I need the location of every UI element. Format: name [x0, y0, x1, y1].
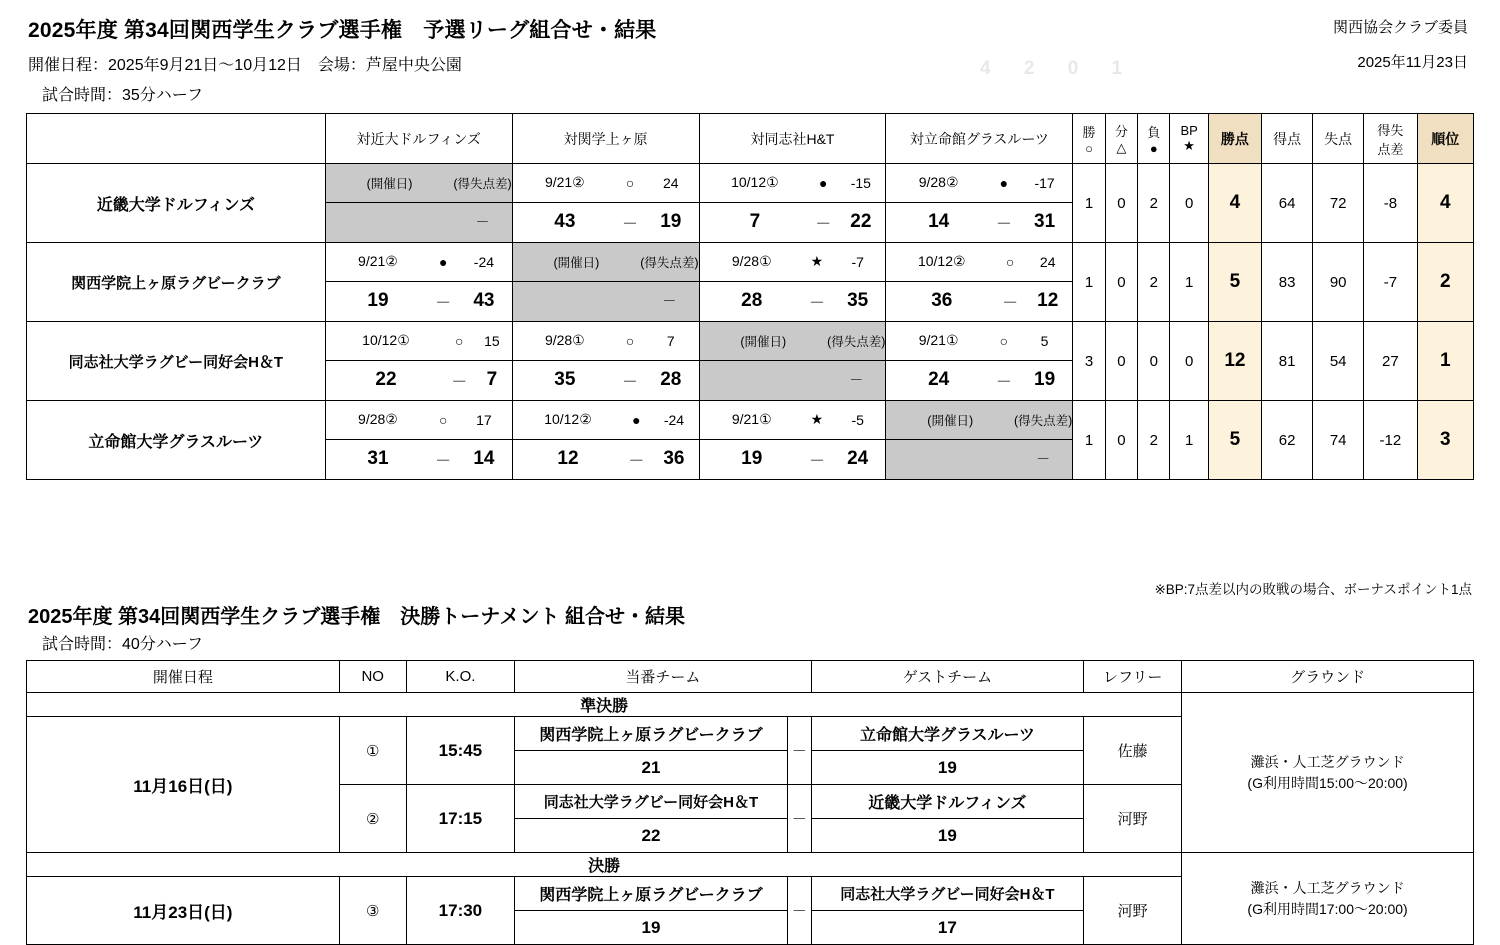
- self-diff-label: (得失点差): [1014, 401, 1072, 439]
- col-ground: グラウンド: [1182, 661, 1474, 693]
- match-result-mark: ●: [438, 253, 448, 270]
- ground-hours: (G利用時間15:00〜20:00): [1247, 774, 1408, 791]
- score-dash: －: [991, 202, 1017, 242]
- home-team-name: 関西学院上ヶ原ラグビークラブ: [515, 717, 788, 751]
- referee-name: 河野: [1084, 877, 1182, 945]
- guest-team-name: 立命館大学グラスルーツ: [811, 717, 1084, 751]
- section-label-row: [27, 853, 1474, 877]
- points-diff: -8: [1364, 164, 1417, 243]
- match-cell-self: [886, 401, 1073, 480]
- watermark-text: 4 2 0 1: [980, 58, 1137, 79]
- match-score-home: 28: [700, 281, 804, 321]
- match-date: 9/28②: [358, 411, 398, 428]
- col-vs-3: 対立命館グラスルーツ: [886, 114, 1073, 164]
- match-score-home: 24: [886, 360, 990, 400]
- match-no: ①: [339, 717, 406, 785]
- points-against: 74: [1313, 401, 1364, 480]
- match-date-final: 11月23日(日): [27, 877, 340, 945]
- match-result-mark: ●: [632, 411, 641, 428]
- match-diff: -24: [663, 411, 685, 428]
- match-cell-self: [512, 243, 699, 322]
- draws: 0: [1105, 322, 1137, 401]
- col-win-mark: ○: [1085, 140, 1093, 156]
- table-row: [27, 164, 1474, 243]
- points-against: 72: [1313, 164, 1364, 243]
- match-diff: -5: [851, 411, 864, 428]
- bonus-point-note: ※BP:7点差以内の敗戦の場合、ボーナスポイント1点: [1154, 582, 1472, 597]
- match-score-away: 36: [649, 439, 698, 479]
- league-points: 4: [1208, 164, 1261, 243]
- guest-team-name: 同志社大学ラグビー同好会H＆T: [811, 877, 1084, 911]
- match-result-mark: ★: [810, 253, 824, 270]
- match-score-away: 22: [836, 202, 885, 242]
- event-schedule-line: 開催日程：2025年9月21日〜10月12日 会場：芦屋中央公園: [28, 57, 462, 74]
- score-dash: －: [991, 360, 1017, 400]
- self-diff-label: (得失点差): [640, 243, 698, 281]
- match-no: ②: [339, 785, 406, 853]
- ground-hours: (G利用時間17:00〜20:00): [1247, 900, 1408, 917]
- score-dash: －: [617, 360, 643, 400]
- match-result-mark: ○: [454, 332, 464, 349]
- ground-name: 灘浜・人工芝グラウンド: [1250, 753, 1405, 770]
- match-score-away: 7: [472, 360, 511, 400]
- document-date: 2025年11月23日: [1357, 54, 1468, 71]
- section-label-final: 決勝: [27, 853, 1182, 877]
- organization-label: 関西協会クラブ委員: [1332, 19, 1468, 36]
- league-table: [26, 113, 1474, 480]
- team-name: 立命館大学グラスルーツ: [27, 401, 326, 480]
- match-score-home: 43: [513, 202, 617, 242]
- match-diff: 7: [666, 332, 675, 349]
- match-date: 9/21②: [358, 253, 398, 270]
- score-dash: －: [997, 281, 1023, 321]
- match-diff: 24: [1039, 253, 1056, 270]
- col-schedule: 開催日程: [27, 661, 340, 693]
- tournament-header-row: [27, 661, 1474, 693]
- match-cell: [886, 243, 1073, 322]
- losses: 0: [1138, 322, 1170, 401]
- score-dash: －: [430, 439, 456, 479]
- match-score-home: 31: [326, 439, 430, 479]
- vs-dash: －: [787, 877, 811, 945]
- match-score-home: 19: [700, 439, 804, 479]
- self-date-label: (開催日): [700, 322, 828, 360]
- match-cell: [325, 243, 512, 322]
- points-diff: -12: [1364, 401, 1417, 480]
- document-header: [0, 0, 1500, 105]
- bonus-points: 1: [1170, 243, 1208, 322]
- match-score-home: 36: [886, 281, 997, 321]
- match-diff: 24: [663, 174, 679, 191]
- referee-name: 佐藤: [1084, 717, 1182, 785]
- wins: 1: [1073, 243, 1105, 322]
- match-score-away: 19: [643, 202, 698, 242]
- match-score-away: 12: [1023, 281, 1072, 321]
- col-diff-line2: 点差: [1377, 141, 1404, 157]
- self-date-label: (開催日): [513, 243, 641, 281]
- col-draw-label: 分: [1114, 124, 1128, 139]
- score-dash: －: [623, 439, 649, 479]
- ground-cell-final: [1182, 853, 1474, 945]
- score-dash: －: [810, 202, 836, 242]
- table-row: [27, 322, 1474, 401]
- match-cell-self: [325, 164, 512, 243]
- match-date: 9/28①: [731, 253, 772, 270]
- self-diff-label: (得失点差): [827, 322, 885, 360]
- rank-value: 1: [1417, 322, 1473, 401]
- self-dash: －: [453, 202, 511, 242]
- score-dash: －: [617, 202, 643, 242]
- col-win-label: 勝: [1082, 124, 1096, 140]
- rank-value: 2: [1417, 243, 1473, 322]
- tournament-duration-line: 試合時間：40分ハーフ: [42, 636, 203, 653]
- home-team-name: 関西学院上ヶ原ラグビークラブ: [515, 877, 788, 911]
- match-cell: [699, 401, 886, 480]
- match-diff: -17: [1034, 174, 1055, 191]
- self-diff-label: (得失点差): [453, 164, 511, 202]
- points-for: 64: [1262, 164, 1313, 243]
- score-dash: －: [804, 281, 830, 321]
- match-score-away: 43: [456, 281, 511, 321]
- points-for: 83: [1262, 243, 1313, 322]
- wins: 3: [1073, 322, 1105, 401]
- points-against: 90: [1313, 243, 1364, 322]
- vs-dash: －: [787, 717, 811, 785]
- tournament-table: [26, 660, 1474, 945]
- draws: 0: [1105, 401, 1137, 480]
- ground-cell-semifinal: [1182, 693, 1474, 853]
- match-date: 9/28②: [918, 174, 959, 191]
- wins: 1: [1073, 164, 1105, 243]
- kickoff-time: 15:45: [406, 717, 514, 785]
- match-score-home: 35: [513, 360, 617, 400]
- match-date: 10/12②: [544, 411, 592, 428]
- home-team-score: 21: [515, 751, 788, 785]
- points-diff: -7: [1364, 243, 1417, 322]
- self-dash: －: [1014, 439, 1072, 479]
- draws: 0: [1105, 243, 1137, 322]
- col-against: 失点: [1313, 114, 1364, 164]
- self-blank-left: [700, 360, 828, 400]
- match-cell: [886, 322, 1073, 401]
- kickoff-time: 17:30: [406, 877, 514, 945]
- col-rank: 順位: [1417, 114, 1473, 164]
- match-diff: 17: [476, 411, 492, 428]
- match-cell: [325, 322, 512, 401]
- match-diff: -7: [851, 253, 864, 270]
- guest-team-score: 19: [811, 751, 1084, 785]
- match-date-semifinal: 11月16日(日): [27, 717, 340, 853]
- match-date: 9/21②: [544, 174, 585, 191]
- match-result-mark: ○: [625, 332, 635, 349]
- losses: 2: [1138, 401, 1170, 480]
- draws: 0: [1105, 164, 1137, 243]
- col-home-team: 当番チーム: [515, 661, 812, 693]
- ground-name: 灘浜・人工芝グラウンド: [1250, 879, 1405, 896]
- match-score-home: 14: [886, 202, 990, 242]
- match-date: 10/12①: [731, 174, 779, 191]
- match-cell: [699, 243, 886, 322]
- self-dash: －: [640, 281, 698, 321]
- match-cell: [886, 164, 1073, 243]
- match-result-mark: ○: [625, 174, 635, 191]
- match-cell: [512, 322, 699, 401]
- match-score-away: 19: [1017, 360, 1072, 400]
- team-name: 同志社大学ラグビー同好会H＆T: [27, 322, 326, 401]
- match-duration-line: 試合時間：35分ハーフ: [42, 87, 203, 104]
- col-draw-mark: △: [1116, 140, 1127, 155]
- league-points: 5: [1208, 243, 1261, 322]
- team-name: 近畿大学ドルフィンズ: [27, 164, 326, 243]
- col-vs-0: 対近大ドルフィンズ: [325, 114, 512, 164]
- match-score-home: 7: [700, 202, 811, 242]
- tournament-title: 2025年度 第34回関西学生クラブ選手権 決勝トーナメント 組合せ・結果: [28, 606, 686, 628]
- match-score-home: 12: [513, 439, 624, 479]
- referee-name: 河野: [1084, 785, 1182, 853]
- col-bp-mark: ★: [1183, 138, 1195, 153]
- match-result-mark: ●: [819, 174, 828, 191]
- wins: 1: [1073, 401, 1105, 480]
- section-label-row: [27, 693, 1474, 717]
- col-referee: レフリー: [1084, 661, 1182, 693]
- vs-dash: －: [787, 785, 811, 853]
- match-score-away: 31: [1017, 202, 1072, 242]
- league-header-row: [27, 114, 1474, 164]
- match-no: ③: [339, 877, 406, 945]
- col-no: NO: [339, 661, 406, 693]
- losses: 2: [1138, 164, 1170, 243]
- match-date: 9/21①: [731, 411, 772, 428]
- score-dash: －: [430, 281, 456, 321]
- losses: 2: [1138, 243, 1170, 322]
- score-dash: －: [804, 439, 830, 479]
- col-ko: K.O.: [406, 661, 514, 693]
- match-result-mark: ○: [438, 411, 448, 428]
- guest-team-score: 17: [811, 911, 1084, 945]
- header-right-block: [1333, 16, 1468, 72]
- match-date: 10/12②: [917, 253, 966, 270]
- match-score-away: 35: [830, 281, 885, 321]
- guest-team-name: 近畿大学ドルフィンズ: [811, 785, 1084, 819]
- match-diff: -24: [473, 253, 495, 270]
- match-diff: 5: [1040, 332, 1049, 349]
- match-result-mark: ○: [1005, 253, 1015, 270]
- match-score-away: 28: [643, 360, 698, 400]
- match-diff: -15: [850, 174, 871, 191]
- match-diff: 15: [484, 332, 500, 349]
- self-date-label: (開催日): [886, 401, 1014, 439]
- section-label-semifinal: 準決勝: [27, 693, 1182, 717]
- bonus-points: 0: [1170, 164, 1208, 243]
- col-lose-label: 負: [1147, 124, 1161, 140]
- kickoff-time: 17:15: [406, 785, 514, 853]
- table-row: [27, 401, 1474, 480]
- match-result-mark: ○: [999, 332, 1009, 349]
- col-diff-line1: 得失: [1377, 122, 1404, 138]
- match-date: 9/28①: [544, 332, 585, 349]
- match-cell: [512, 164, 699, 243]
- match-date: 9/21①: [918, 332, 959, 349]
- page-title: 2025年度 第34回関西学生クラブ選手権 予選リーグ組合せ・結果: [28, 19, 657, 42]
- points-for: 81: [1262, 322, 1313, 401]
- col-vs-1: 対関学上ヶ原: [512, 114, 699, 164]
- self-date-label: (開催日): [326, 164, 454, 202]
- col-bp: [1170, 114, 1208, 164]
- match-cell: [325, 401, 512, 480]
- self-blank-left: [886, 439, 1014, 479]
- corner-cell: [27, 114, 326, 164]
- guest-team-score: 19: [811, 819, 1084, 853]
- self-blank-left: [513, 281, 641, 321]
- match-score-away: 24: [830, 439, 885, 479]
- bonus-points: 1: [1170, 401, 1208, 480]
- score-dash: －: [446, 360, 472, 400]
- rank-value: 3: [1417, 401, 1473, 480]
- points-against: 54: [1313, 322, 1364, 401]
- col-lose: [1138, 114, 1170, 164]
- self-blank-left: [326, 202, 454, 242]
- match-score-away: 14: [456, 439, 511, 479]
- match-cell: [699, 164, 886, 243]
- col-guest-team: ゲストチーム: [811, 661, 1084, 693]
- table-row: [27, 243, 1474, 322]
- col-lose-mark: ●: [1149, 140, 1158, 156]
- match-result-mark: ★: [810, 411, 824, 428]
- col-for: 得点: [1262, 114, 1313, 164]
- col-win: [1073, 114, 1105, 164]
- league-points: 12: [1208, 322, 1261, 401]
- home-team-score: 19: [515, 911, 788, 945]
- points-for: 62: [1262, 401, 1313, 480]
- home-team-score: 22: [515, 819, 788, 853]
- match-cell-self: [699, 322, 886, 401]
- home-team-name: 同志社大学ラグビー同好会H＆T: [515, 785, 788, 819]
- match-score-home: 19: [326, 281, 430, 321]
- points-diff: 27: [1364, 322, 1417, 401]
- league-points: 5: [1208, 401, 1261, 480]
- match-score-home: 22: [326, 360, 446, 400]
- col-bp-label: BP: [1180, 123, 1198, 138]
- team-name: 関西学院上ヶ原ラグビークラブ: [27, 243, 326, 322]
- col-points: 勝点: [1208, 114, 1261, 164]
- match-result-mark: ●: [999, 174, 1009, 191]
- col-draw: [1105, 114, 1137, 164]
- rank-value: 4: [1417, 164, 1473, 243]
- col-vs-2: 対同志社H&T: [699, 114, 886, 164]
- col-diff: [1364, 114, 1417, 164]
- match-date: 10/12①: [362, 332, 410, 349]
- match-cell: [512, 401, 699, 480]
- bonus-points: 0: [1170, 322, 1208, 401]
- self-dash: －: [827, 360, 885, 400]
